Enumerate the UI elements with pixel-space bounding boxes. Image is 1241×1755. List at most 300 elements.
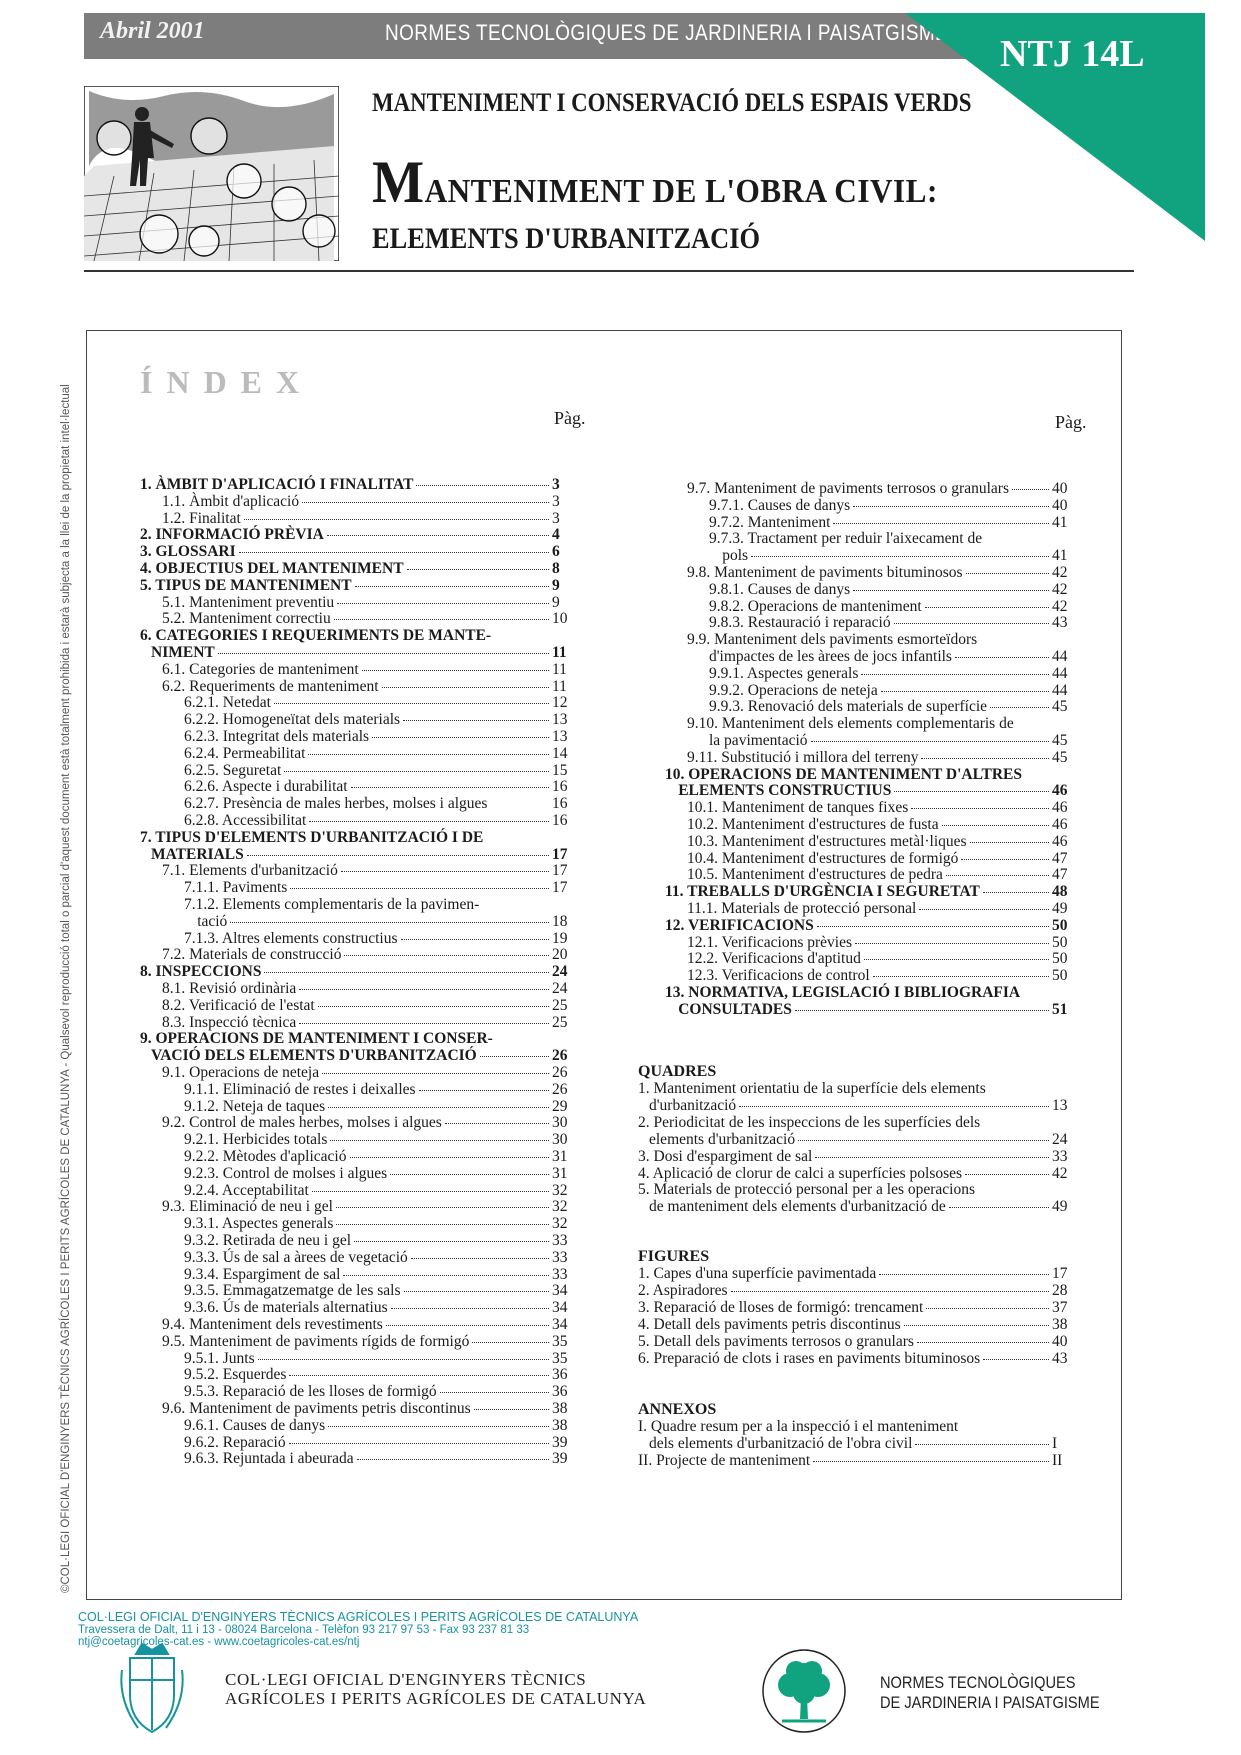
toc-leader: [302, 502, 549, 503]
toc-entry: [162, 1114, 582, 1131]
toc-entry: [184, 1299, 582, 1316]
ntj-name-line-2: DE JARDINERIA I PAISATGISME: [880, 1693, 1100, 1712]
toc-entry: [709, 698, 1082, 715]
toc-entry-title: de manteniment dels elements d'urbanització de: [649, 1198, 946, 1216]
toc-page-number: 13: [552, 711, 568, 729]
toc-leader: [879, 1274, 1049, 1275]
toc-leader: [983, 892, 1049, 893]
toc-leader: [336, 1207, 549, 1208]
toc-leader: [328, 1107, 549, 1108]
series-title: NORMES TECNOLÒGIQUES DE JARDINERIA I PAISATGISME: [385, 20, 949, 45]
footer-web: ntj@coetagricoles-cat.es - www.coetagricoles-cat.es/ntj: [78, 1636, 360, 1648]
toc-leader: [904, 1325, 1049, 1326]
toc-leader: [336, 1224, 549, 1225]
figures-heading: FIGURES: [638, 1248, 710, 1265]
toc-entry-title: 10.4. Manteniment d'estructures de formigó: [687, 849, 959, 867]
toc-entry-title: 9.11. Substitució i millora del terreny: [687, 748, 919, 766]
toc-entry-title: 6.1. Categories de manteniment: [162, 660, 359, 678]
toc-entry-title: 11. TREBALLS D'URGÈNCIA I SEGURETAT: [665, 883, 980, 901]
toc-entry-title: 4. Aplicació de clorur de calci a superfícies polsoses: [638, 1164, 963, 1182]
toc-page-number: 50: [1052, 916, 1068, 934]
toc-entry: [184, 1282, 582, 1299]
toc-leader: [343, 1275, 549, 1276]
college-name-line-2: AGRÍCOLES I PERITS AGRÍCOLES DE CATALUNYA: [225, 1689, 647, 1708]
page-label-left: Pàg.: [554, 408, 586, 428]
toc-entry-title: 12. VERIFICACIONS: [665, 916, 814, 934]
toc-entry-title: II. Projecte de manteniment: [638, 1451, 811, 1469]
toc-entry: [649, 1097, 1082, 1114]
toc-entry: [638, 1452, 1082, 1469]
toc-leader: [1012, 489, 1049, 490]
toc-entry: [184, 1165, 582, 1182]
toc-page-number: 26: [552, 1064, 568, 1081]
toc-leader: [416, 485, 549, 486]
title-main-rest: ANTENIMENT DE L'OBRA CIVIL:: [424, 173, 938, 210]
toc-entry-title: 5. Materials de protecció personal per a les operacions: [638, 1181, 975, 1199]
toc-leader: [218, 653, 549, 654]
toc-leader: [795, 1010, 1049, 1011]
document-subtitle: ELEMENTS D'URBANITZACIÓ: [372, 222, 761, 255]
toc-entry: [140, 577, 582, 594]
toc-entry-title: 6.2.6. Aspecte i durabilitat: [184, 778, 348, 796]
toc-entry: [687, 749, 1082, 766]
toc-leader: [290, 888, 549, 889]
toc-entry-title: 6. CATEGORIES I REQUERIMENTS DE MANTE-: [140, 627, 492, 645]
toc-entry-title: 9.3.6. Ús de materials alternatius: [184, 1299, 388, 1317]
toc-entry: [638, 1350, 1082, 1367]
toc-leader: [390, 1174, 549, 1175]
toc-page-number: 49: [1052, 900, 1068, 917]
toc-page-number: 40: [1052, 1332, 1068, 1350]
toc-entry-title: 12.1. Verificacions prèvies: [687, 933, 852, 951]
toc-leader: [308, 754, 549, 755]
toc-leader: [915, 1444, 1049, 1445]
toc-leader: [239, 552, 549, 553]
toc-entry: [184, 812, 582, 829]
toc-leader: [949, 1207, 1049, 1208]
toc-leader: [970, 842, 1049, 843]
toc-leader: [289, 1375, 549, 1376]
toc-page-number: 35: [552, 1332, 568, 1350]
toc-leader: [731, 1291, 1049, 1292]
toc-entry-title: 9.7.1. Causes de danys: [709, 496, 851, 514]
toc-entry: [638, 1418, 1082, 1435]
toc-leader: [942, 825, 1049, 826]
toc-page-number: 33: [1052, 1147, 1068, 1165]
toc-entry-title: tació: [197, 912, 228, 930]
toc-leader: [983, 1359, 1049, 1360]
toc-leader: [911, 808, 1049, 809]
toc-entry: [638, 1148, 1082, 1165]
toc-entry-title: ELEMENTS CONSTRUCTIUS: [678, 782, 892, 800]
toc-entry: [638, 1114, 1082, 1131]
toc-leader: [322, 1073, 549, 1074]
toc-page-number: 29: [552, 1097, 568, 1115]
toc-entry: [649, 1131, 1082, 1148]
toc-page-number: 28: [1052, 1281, 1068, 1299]
toc-entry-title: 9.1. Operacions de neteja: [162, 1064, 320, 1081]
toc-leader: [474, 1409, 549, 1410]
toc-page-number: 32: [552, 1215, 568, 1233]
toc-leader: [334, 619, 549, 620]
toc-entry-title: 6.2.5. Seguretat: [184, 761, 282, 779]
toc-page-number: 43: [1052, 1349, 1068, 1367]
toc-leader: [894, 623, 1049, 624]
toc-entry-title: 9.2. Control de males herbes, molses i algues: [162, 1114, 442, 1132]
header-divider: [84, 270, 1134, 272]
toc-leader: [264, 972, 549, 973]
toc-entry-title: 6.2.1. Netedat: [184, 694, 271, 712]
toc-page-number: 11: [552, 660, 567, 678]
document-main-title: [372, 148, 938, 217]
toc-entry-title: 11.1. Materials de protecció personal: [687, 900, 917, 917]
toc-leader: [274, 703, 549, 704]
toc-leader: [861, 674, 1049, 675]
toc-entry: [709, 665, 1082, 682]
toc-entry: [184, 1266, 582, 1283]
toc-entry-title: 2. INFORMACIÓ PRÈVIA: [140, 526, 324, 544]
toc-entry-title: 9.3.4. Espargiment de sal: [184, 1265, 341, 1283]
toc-entry: [638, 1165, 1082, 1182]
toc-entry: [709, 497, 1082, 514]
toc-leader: [372, 737, 549, 738]
toc-leader: [864, 959, 1049, 960]
toc-leader: [990, 707, 1049, 708]
toc-entry: [140, 543, 582, 560]
toc-leader: [966, 573, 1049, 574]
toc-leader: [921, 758, 1049, 759]
quadres-heading: QUADRES: [638, 1063, 717, 1080]
toc-leader: [318, 1006, 549, 1007]
toc-leader: [312, 1191, 549, 1192]
toc-page-number: 33: [552, 1232, 568, 1249]
toc-entry: [709, 614, 1082, 631]
toc-entry: [709, 732, 1082, 749]
toc-entry-title: 8.2. Verificació de l'estat: [162, 996, 315, 1014]
toc-leader: [965, 1174, 1049, 1175]
toc-entry: [638, 1282, 1082, 1299]
toc-leader: [247, 855, 549, 856]
toc-leader: [230, 922, 549, 923]
toc-leader: [419, 1090, 549, 1091]
toc-entry-title: 2. Aspiradores: [638, 1281, 728, 1299]
toc-page-number: 26: [552, 1047, 568, 1065]
toc-page-number: 36: [552, 1366, 568, 1384]
toc-leader: [926, 1308, 1049, 1309]
toc-entry: [140, 829, 582, 846]
toc-entry: [184, 930, 582, 947]
toc-page-number: 33: [552, 1265, 568, 1283]
toc-entry: [184, 879, 582, 896]
toc-leader: [327, 535, 549, 536]
toc-entry-title: 9.6. Manteniment de paviments petris discontinus: [162, 1400, 471, 1417]
toc-page-number: 25: [552, 1013, 568, 1031]
toc-entry: [140, 627, 582, 644]
toc-entry-title: CONSULTADES: [678, 1000, 792, 1018]
toc-entry: [184, 762, 582, 779]
toc-page-number: 44: [1052, 681, 1068, 699]
toc-leader: [917, 1342, 1049, 1343]
toc-entry-title: 1.2. Finalitat: [162, 509, 241, 527]
publication-date: Abril 2001: [100, 18, 205, 44]
toc-entry: [709, 514, 1082, 531]
toc-entry-title: 8. INSPECCIONS: [140, 963, 262, 981]
toc-page-number: 40: [1052, 496, 1068, 514]
toc-entry-title: 9.6.2. Reparació: [184, 1433, 286, 1451]
toc-leader: [853, 590, 1049, 591]
toc-leader: [299, 1023, 549, 1024]
toc-entry-title: 12.3. Verificacions de control: [687, 967, 870, 985]
toc-page-number: 38: [552, 1400, 568, 1417]
college-name-line-1: COL·LEGI OFICIAL D'ENGINYERS TÈCNICS: [225, 1670, 587, 1689]
toc-entry: [638, 1333, 1082, 1350]
toc-entry-title: 9.6.3. Rejuntada i abeurada: [184, 1450, 354, 1468]
toc-entry: [687, 715, 1082, 732]
toc-entry-title: 9.2.1. Herbicides totals: [184, 1131, 328, 1149]
toc-entry: [162, 1198, 582, 1215]
toc-page-number: 40: [1052, 480, 1068, 497]
toc-page-number: 11: [552, 677, 567, 695]
toc-entry-title: 10.1. Manteniment de tanques fixes: [687, 799, 909, 817]
toc-page-number: 11: [552, 644, 567, 661]
toc-entry: [678, 782, 1082, 799]
toc-entry-title: 9.8. Manteniment de paviments bituminosos: [687, 564, 963, 581]
footer-address: Travessera de Dalt, 11 i 13 - 08024 Barcelona - Telèfon 93 217 97 53 - Fax 93 237 81 33: [78, 1624, 530, 1636]
toc-page-number: 24: [552, 963, 568, 981]
toc-entry-title: 5. Detall dels paviments terrosos o granulars: [638, 1332, 914, 1350]
toc-entry-title: 9.7. Manteniment de paviments terrosos o granulars: [687, 480, 1009, 497]
toc-leader: [480, 1056, 549, 1057]
toc-entry-title: 9.4. Manteniment dels revestiments: [162, 1316, 383, 1333]
toc-leader: [833, 523, 1049, 524]
toc-entry-title: 9.8.3. Restauració i reparació: [709, 614, 891, 632]
toc-page-number: 39: [552, 1433, 568, 1451]
toc-leader: [386, 1325, 549, 1326]
toc-entry-title: 4. OBJECTIUS DEL MANTENIMENT: [140, 560, 404, 577]
toc-page-number: 42: [1052, 580, 1068, 598]
toc-page-number: 33: [552, 1248, 568, 1266]
toc-page-number: 46: [1052, 832, 1068, 850]
toc-leader: [855, 943, 1049, 944]
toc-entry: [709, 581, 1082, 598]
toc-entry: [638, 1299, 1082, 1316]
toc-entry: [687, 950, 1082, 967]
toc-page-number: 15: [552, 761, 568, 779]
toc-entry: [687, 564, 1082, 581]
toc-page-number: 24: [1052, 1130, 1068, 1148]
toc-entry: [687, 900, 1082, 917]
toc-page-number: 41: [1052, 513, 1068, 531]
toc-entry-title: 7.2. Materials de construcció: [162, 946, 342, 964]
toc-entry: [184, 896, 582, 913]
toc-leader: [382, 687, 549, 688]
toc-entry-title: 9.5. Manteniment de paviments rígids de formigó: [162, 1332, 470, 1350]
toc-entry-title: 7.1. Elements d'urbanització: [162, 862, 338, 880]
toc-leader: [472, 1342, 549, 1343]
toc-entry: [709, 598, 1082, 615]
toc-entry-title: 1. Manteniment orientatiu de la superfície dels elements: [638, 1080, 986, 1097]
toc-entry-title: 7.1.3. Altres elements constructius: [184, 929, 398, 947]
toc-entry: [649, 1198, 1082, 1215]
toc-page-number: 47: [1052, 849, 1068, 867]
toc-page-number: 16: [552, 778, 568, 796]
toc-entry: [638, 1181, 1082, 1198]
toc-entry: [184, 1148, 582, 1165]
toc-entry: [184, 728, 582, 745]
toc-entry: [687, 799, 1082, 816]
toc-entry: [649, 1435, 1082, 1452]
toc-leader: [811, 741, 1049, 742]
toc-leader: [798, 1140, 1049, 1141]
toc-entry: [184, 1417, 582, 1434]
toc-leader: [341, 871, 549, 872]
toc-entry-title: 10.3. Manteniment d'estructures metàl·liques: [687, 832, 967, 850]
toc-leader: [350, 1157, 550, 1158]
toc-page-number: 49: [1052, 1198, 1068, 1216]
toc-entry-title: 4. Detall dels paviments petris discontinus: [638, 1315, 901, 1333]
toc-entry-title: 6. Preparació de clots i rases en paviments bituminosos: [638, 1349, 981, 1367]
toc-entry: [687, 833, 1082, 850]
toc-entry-title: 9.2.4. Acceptabilitat: [184, 1181, 309, 1199]
toc-entry-title: 9.6.1. Causes de danys: [184, 1416, 326, 1434]
toc-leader: [815, 1157, 1049, 1158]
toc-page-number: 45: [1052, 698, 1068, 716]
toc-entry-title: 9.3.3. Ús de sal a àrees de vegetació: [184, 1248, 408, 1266]
toc-entry: [687, 631, 1082, 648]
toc-page-number: 10: [552, 610, 568, 628]
toc-entry-title: 10. OPERACIONS DE MANTENIMENT D'ALTRES: [665, 765, 1022, 783]
toc-leader: [739, 1106, 1049, 1107]
toc-entry: [638, 1316, 1082, 1333]
toc-page-number: 19: [552, 929, 568, 947]
toc-leader: [344, 955, 549, 956]
toc-page-number: 34: [552, 1316, 568, 1333]
toc-entry: [140, 560, 582, 577]
toc-entry: [197, 913, 582, 930]
toc-entry: [687, 866, 1082, 883]
footer-college: COL·LEGI OFICIAL D'ENGINYERS TÈCNICS AGRÍCOLES I PERITS AGRÍCOLES DE CATALUNYA: [78, 1610, 639, 1624]
toc-page-number: 17: [552, 862, 568, 880]
toc-entry-title: 9.5.3. Reparació de les lloses de formigó: [184, 1383, 437, 1401]
toc-leader: [407, 569, 549, 570]
toc-entry: [162, 1064, 582, 1081]
toc-entry: [140, 1030, 582, 1047]
title-initial: M: [372, 149, 425, 215]
toc-entry: [162, 594, 582, 611]
toc-entry: [162, 980, 582, 997]
toc-entry: [151, 846, 582, 863]
toc-leader: [355, 586, 549, 587]
toc-page-number: 42: [1052, 597, 1068, 615]
toc-page-number: 50: [1052, 950, 1068, 968]
toc-leader: [330, 1140, 549, 1141]
collection-title: MANTENIMENT I CONSERVACIÓ DELS ESPAIS VERDS: [372, 88, 972, 117]
toc-entry: [184, 694, 582, 711]
toc-page-number: 41: [1051, 547, 1068, 565]
toc-leader: [284, 771, 549, 772]
toc-entry-title: 6.2.4. Permeabilitat: [184, 744, 306, 762]
toc-entry-title: 10.5. Manteniment d'estructures de pedra: [687, 866, 943, 884]
toc-leader: [258, 1359, 549, 1360]
toc-entry: [665, 984, 1082, 1001]
toc-page-number: 14: [552, 744, 568, 762]
toc-leader: [751, 556, 1049, 557]
toc-entry: [184, 1434, 582, 1451]
toc-entry: [638, 1265, 1082, 1282]
toc-entry: [162, 661, 582, 678]
toc-entry-title: 7.1.1. Paviments: [184, 879, 288, 897]
toc-entry: [162, 1333, 582, 1350]
toc-leader: [357, 1459, 549, 1460]
toc-entry-title: 8.1. Revisió ordinària: [162, 980, 297, 997]
toc-entry-title: 9.3. Eliminació de neu i gel: [162, 1198, 333, 1216]
toc-page-number: 17: [1052, 1265, 1068, 1282]
toc-leader: [881, 691, 1049, 692]
toc-entry-title: 1. Capes d'una superfície pavimentada: [638, 1265, 877, 1282]
toc-entry: [162, 1014, 582, 1031]
toc-entry-title: 7.1.2. Elements complementaris de la pavimen-: [184, 896, 480, 913]
toc-page-number: 45: [1052, 748, 1068, 766]
toc-entry: [162, 1316, 582, 1333]
toc-leader: [351, 787, 549, 788]
toc-entry-title: 9.8.1. Causes de danys: [709, 580, 851, 598]
toc-entry: [665, 766, 1082, 783]
toc-entry: [162, 946, 582, 963]
toc-entry: [184, 1232, 582, 1249]
toc-page-number: 9: [552, 576, 560, 594]
toc-entry: [678, 1001, 1082, 1018]
toc-entry: [184, 1366, 582, 1383]
toc-page-number: I: [1052, 1434, 1058, 1452]
index-title: ÍNDEX: [140, 364, 314, 400]
toc-entry-title: d'urbanització: [649, 1096, 737, 1114]
toc-page-number: 34: [552, 1282, 568, 1300]
toc-leader: [925, 607, 1049, 608]
toc-page-number: 3: [552, 476, 560, 493]
toc-entry: [184, 1249, 582, 1266]
toc-entry-title: I. Quadre resum per a la inspecció i el manteniment: [638, 1418, 959, 1435]
toc-page-number: 17: [552, 879, 568, 897]
toc-entry-title: 5.2. Manteniment correctiu: [162, 610, 331, 628]
toc-entry-title: VACIÓ DELS ELEMENTS D'URBANITZACIÓ: [151, 1047, 477, 1065]
toc-page-number: II: [1052, 1451, 1063, 1469]
toc-entry-title: 9.1.2. Neteja de taques: [184, 1097, 326, 1115]
toc-entry-title: 6.2.2. Homogeneïtat dels materials: [184, 711, 401, 729]
toc-page-number: 13: [552, 728, 568, 745]
toc-entry-title: 3. Dosi d'espargiment de sal: [638, 1147, 813, 1165]
toc-page-number: 30: [552, 1114, 568, 1132]
toc-leader: [440, 1392, 549, 1393]
toc-entry-title: 3. Reparació de lloses de formigó: trencament: [638, 1298, 924, 1316]
toc-entry-title: 5. TIPUS DE MANTENIMENT: [140, 576, 352, 594]
toc-leader: [853, 506, 1049, 507]
toc-page-number: 12: [552, 694, 568, 712]
toc-entry-title: 9.9. Manteniment dels paviments esmorteïdors: [687, 631, 978, 649]
toc-page-number: 13: [1052, 1096, 1068, 1114]
toc-page-number: 50: [1052, 933, 1068, 951]
toc-page-number: 31: [552, 1148, 568, 1165]
toc-entry-title: 9.2.2. Mètodes d'aplicació: [184, 1148, 347, 1165]
toc-entry-title: 9.8.2. Operacions de manteniment: [709, 597, 922, 615]
toc-entry: [184, 1098, 582, 1115]
toc-entry: [687, 816, 1082, 833]
toc-leader: [401, 939, 549, 940]
toc-leader: [404, 1291, 549, 1292]
toc-entry-title: pols: [722, 547, 749, 565]
toc-entry: [162, 610, 582, 627]
toc-page-number: 44: [1052, 664, 1068, 682]
tree-logo-icon: [760, 1647, 848, 1735]
